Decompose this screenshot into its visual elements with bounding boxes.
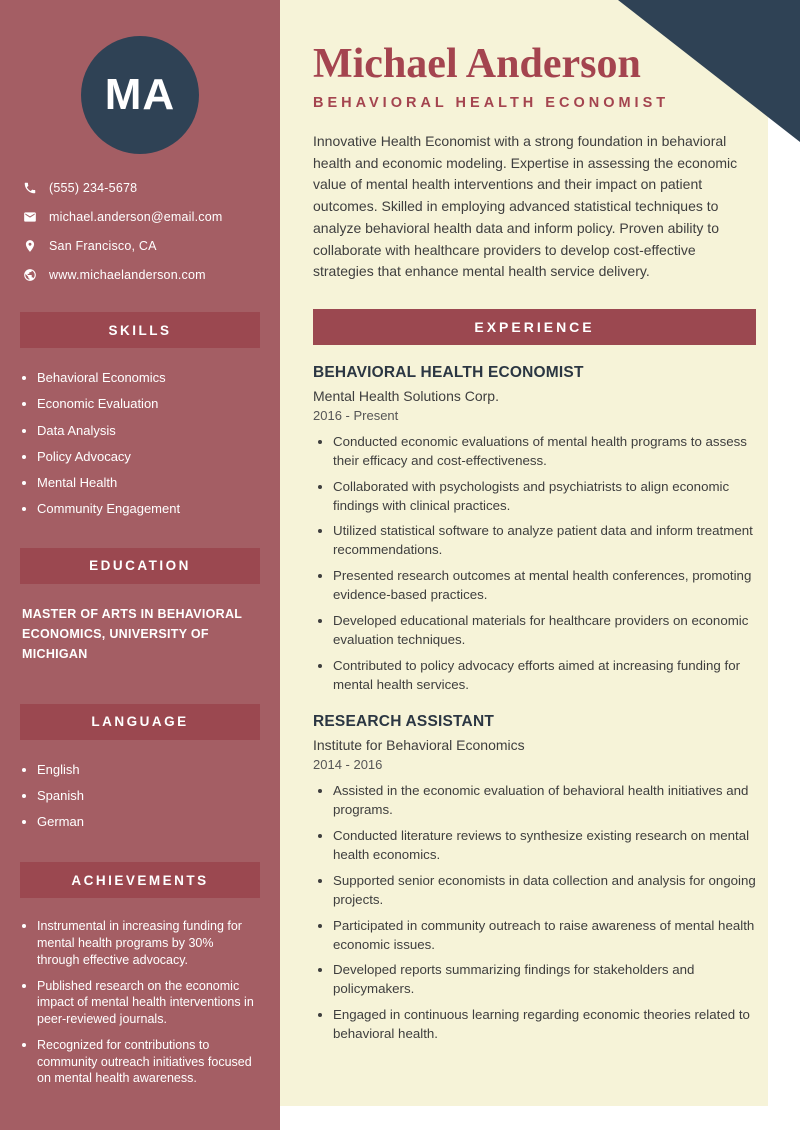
- language-heading-label: LANGUAGE: [91, 714, 189, 729]
- language-item: [22, 762, 258, 778]
- skill-label: Policy Advocacy: [37, 448, 131, 464]
- skills-heading-label: SKILLS: [108, 322, 172, 338]
- achievement-text: Recognized for contributions to community outreach initiatives focused on mental health awareness.: [37, 1037, 252, 1086]
- skill-item: [22, 501, 258, 517]
- contact-location: [22, 238, 258, 253]
- summary-text: Innovative Health Economist with a strong foundation in behavioral health and economic modeling. Expertise in assessing the economic value of mental health interventions and their impact on patient outcomes. Skilled in employing advanced statistical techniques to analyze behavioral health data and inform policy. Proven ability to collaborate with healthcare providers to develop cost-effective strategies that enhance mental health service delivery.: [313, 133, 738, 280]
- skill-item: [22, 396, 258, 412]
- achievements-heading-label: ACHIEVEMENTS: [71, 872, 209, 888]
- contact-email: [22, 209, 258, 224]
- language-label: German: [37, 814, 84, 829]
- bullet-dot: [22, 455, 26, 459]
- achievement-text: Published research on the economic impact of mental health interventions in peer-reviewed journals.: [37, 978, 254, 1026]
- bullet-dot: [22, 376, 26, 380]
- experience-heading-label: EXPERIENCE: [474, 318, 595, 335]
- globe-icon: [22, 267, 37, 282]
- avatar-initials: MA: [104, 70, 176, 119]
- contact-email-text: michael.anderson@email.com: [49, 209, 223, 224]
- name-heading: Michael Anderson: [313, 41, 641, 87]
- job-title: RESEARCH ASSISTANT: [313, 713, 495, 731]
- skill-label: Mental Health: [37, 475, 118, 490]
- job-entry-1: [313, 364, 756, 695]
- contact-phone: [22, 180, 258, 195]
- skills-section-heading: [20, 312, 260, 348]
- main-area: [280, 0, 800, 1130]
- skill-label: Economic Evaluation: [37, 396, 159, 412]
- achievements-section-heading: [20, 862, 260, 898]
- bullet-dot: [22, 507, 26, 511]
- education-text: MASTER OF ARTS IN BEHAVIORAL ECONOMICS, UNIVERSITY OF MICHIGAN: [22, 606, 242, 661]
- job-company: Institute for Behavioral Economics: [313, 737, 525, 754]
- job-bullet: • Collaborated with psychologists and psychiatrists to align economic findings with clinical practices.: [333, 478, 756, 516]
- job-dates: 2014 - 2016: [313, 757, 383, 773]
- sidebar: [0, 0, 280, 1130]
- skill-label: Data Analysis: [37, 422, 116, 438]
- contact-section: [0, 180, 280, 282]
- achievement-text: Instrumental in increasing funding for mental health programs by 30% through effective advocacy.: [37, 919, 242, 967]
- bullet-dot: [22, 794, 26, 798]
- achievement-item: [22, 978, 258, 1028]
- achievement-item: [22, 1037, 258, 1087]
- phone-icon: [22, 180, 37, 195]
- job-bullet-list: [313, 433, 756, 695]
- contact-website: [22, 267, 258, 282]
- contact-phone-text: (555) 234-5678: [49, 180, 138, 195]
- job-bullet-list: [313, 782, 756, 1044]
- job-bullet: • Supported senior economists in data collection and analysis for ongoing projects.: [333, 872, 756, 910]
- language-section-heading: [20, 704, 260, 740]
- bullet-dot: [22, 1043, 26, 1047]
- bullet-dot: [22, 924, 26, 928]
- skill-item: [22, 423, 258, 439]
- contact-website-text: www.michaelanderson.com: [49, 267, 206, 282]
- bullet-dot: [22, 768, 26, 772]
- job-bullet: • Conducted literature reviews to synthesize existing research on mental health economics.: [333, 827, 756, 865]
- bullet-dot: [22, 984, 26, 988]
- contact-location-text: San Francisco, CA: [49, 238, 157, 253]
- profile-title: BEHAVIORAL HEALTH ECONOMIST: [313, 95, 670, 112]
- skill-item: [22, 449, 258, 465]
- education-section-heading: [20, 548, 260, 584]
- job-bullet: • Assisted in the economic evaluation of behavioral health initiatives and programs.: [333, 782, 756, 820]
- job-bullet: • Presented research outcomes at mental health conferences, promoting evidence-based practices.: [333, 567, 756, 605]
- language-label: Spanish: [37, 787, 84, 803]
- job-company: Mental Health Solutions Corp.: [313, 387, 499, 404]
- skill-item: [22, 475, 258, 491]
- content-panel: [280, 0, 768, 1106]
- skills-list: [0, 370, 280, 518]
- job-bullet: • Conducted economic evaluations of mental health programs to assess their efficacy and cost-effectiveness.: [333, 433, 756, 471]
- job-bullet: • Participated in community outreach to raise awareness of mental health economic issues.: [333, 917, 756, 955]
- job-bullet: • Engaged in continuous learning regarding economic theories related to behavioral health.: [333, 1006, 756, 1044]
- skill-label: Behavioral Economics: [37, 370, 166, 385]
- avatar: [81, 36, 199, 154]
- language-list: [0, 762, 280, 831]
- bullet-dot: [22, 820, 26, 824]
- job-bullet: • Utilized statistical software to analyze patient data and inform treatment recommendations.: [333, 522, 756, 560]
- bullet-dot: [22, 402, 26, 406]
- language-label: English: [37, 761, 80, 777]
- language-item: [22, 788, 258, 804]
- skill-label: Community Engagement: [37, 501, 181, 517]
- education-heading-label: EDUCATION: [89, 558, 191, 573]
- experience-section-heading: [313, 309, 756, 345]
- language-item: [22, 814, 258, 830]
- job-bullet: • Developed educational materials for healthcare providers on economic evaluation techniques.: [333, 612, 756, 650]
- job-bullet: • Developed reports summarizing findings for stakeholders and policymakers.: [333, 961, 756, 999]
- achievement-item: [22, 918, 258, 968]
- job-entry-2: [313, 713, 756, 1044]
- achievements-list: [0, 918, 280, 1087]
- job-bullet: • Contributed to policy advocacy efforts aimed at increasing funding for mental health services.: [333, 657, 756, 695]
- bullet-dot: [22, 429, 26, 433]
- job-dates: 2016 - Present: [313, 407, 399, 423]
- job-title: BEHAVIORAL HEALTH ECONOMIST: [313, 363, 584, 381]
- bullet-dot: [22, 481, 26, 485]
- email-icon: [22, 209, 37, 224]
- location-icon: [22, 238, 37, 253]
- skill-item: [22, 370, 258, 386]
